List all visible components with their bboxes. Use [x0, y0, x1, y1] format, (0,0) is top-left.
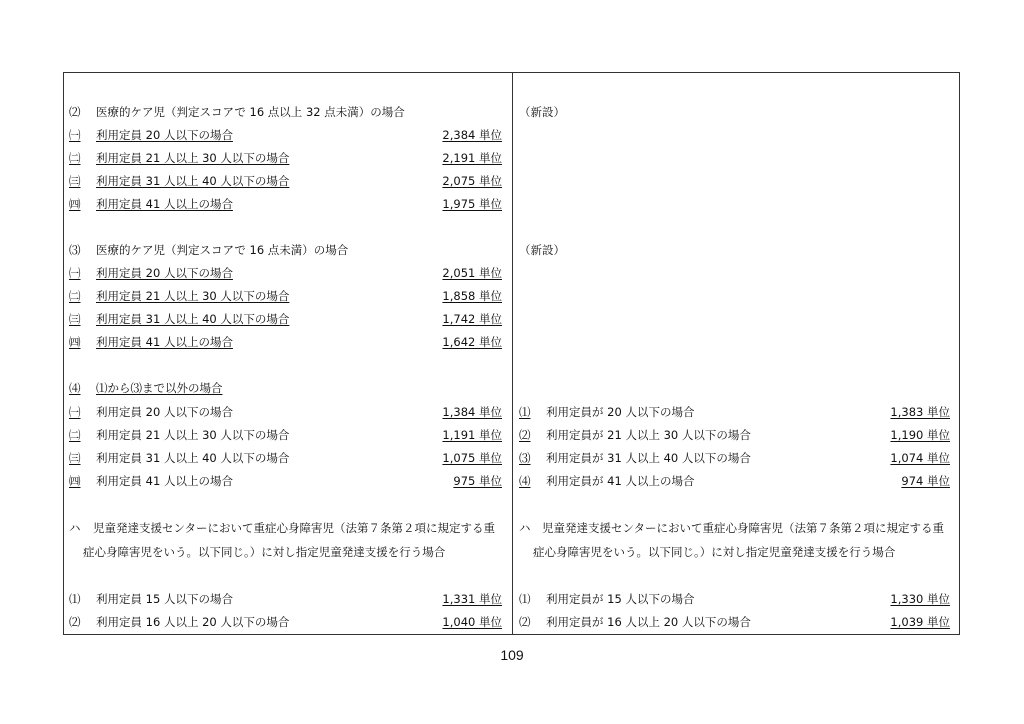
- list-item: ⑶ 利用定員が 31 人以上 40 人以下の場合 1,074 単位: [519, 451, 950, 465]
- list-item: ㈢ 利用定員 31 人以上 40 人以下の場合 1,742 単位: [69, 312, 502, 326]
- new-provision-note: （新設）: [519, 243, 565, 257]
- page-number: 109: [500, 647, 524, 663]
- list-item: ㈡ 利用定員 21 人以上 30 人以下の場合 1,858 単位: [69, 289, 502, 303]
- list-item: ㈣ 利用定員 41 人以上の場合 1,975 単位: [69, 197, 502, 211]
- list-item: ⑵ 利用定員が 16 人以上 20 人以下の場合 1,039 単位: [519, 615, 950, 629]
- section-2-heading: ⑵ 医療的ケア児（判定スコアで 16 点以上 32 点未満）の場合: [69, 105, 405, 119]
- column-divider: [512, 72, 513, 635]
- list-item: ⑴ 利用定員が 15 人以下の場合 1,330 単位: [519, 592, 950, 606]
- list-item: ㈡ 利用定員 21 人以上 30 人以下の場合 1,191 単位: [69, 428, 502, 442]
- list-item: ㈡ 利用定員 21 人以上 30 人以下の場合 2,191 単位: [69, 151, 502, 165]
- section-3-heading: ⑶ 医療的ケア児（判定スコアで 16 点未満）の場合: [69, 243, 349, 257]
- list-item: ㈠ 利用定員 20 人以下の場合 2,384 単位: [69, 128, 502, 142]
- list-item: ⑴ 利用定員 15 人以下の場合 1,331 単位: [69, 592, 502, 606]
- ha-paragraph: ハ 児童発達支援センターにおいて重症心身障害児（法第７条第２項に規定する重症心身障害児をいう。以下同じ。）に対し指定児童発達支援を行う場合: [69, 521, 496, 559]
- list-item: ⑵ 利用定員が 21 人以上 30 人以下の場合 1,190 単位: [519, 428, 950, 442]
- list-item: ㈢ 利用定員 31 人以上 40 人以下の場合 2,075 単位: [69, 174, 502, 188]
- list-item: ㈢ 利用定員 31 人以上 40 人以下の場合 1,075 単位: [69, 451, 502, 465]
- list-item: ㈣ 利用定員 41 人以上の場合 975 単位: [69, 474, 502, 488]
- section-4-heading: ⑷ ⑴から⑶まで以外の場合: [69, 381, 223, 395]
- list-item: ⑵ 利用定員 16 人以上 20 人以下の場合 1,040 単位: [69, 615, 502, 629]
- new-provision-note: （新設）: [519, 105, 565, 119]
- list-item: ㈠ 利用定員 20 人以下の場合 2,051 単位: [69, 266, 502, 280]
- list-item: ⑴ 利用定員が 20 人以下の場合 1,383 単位: [519, 405, 950, 419]
- list-item: ㈣ 利用定員 41 人以上の場合 1,642 単位: [69, 335, 502, 349]
- list-item: ㈠ 利用定員 20 人以下の場合 1,384 単位: [69, 405, 502, 419]
- list-item: ⑷ 利用定員が 41 人以上の場合 974 単位: [519, 474, 950, 488]
- ha-paragraph: ハ 児童発達支援センターにおいて重症心身障害児（法第７条第２項に規定する重症心身障害児をいう。以下同じ。）に対し指定児童発達支援を行う場合: [519, 521, 945, 559]
